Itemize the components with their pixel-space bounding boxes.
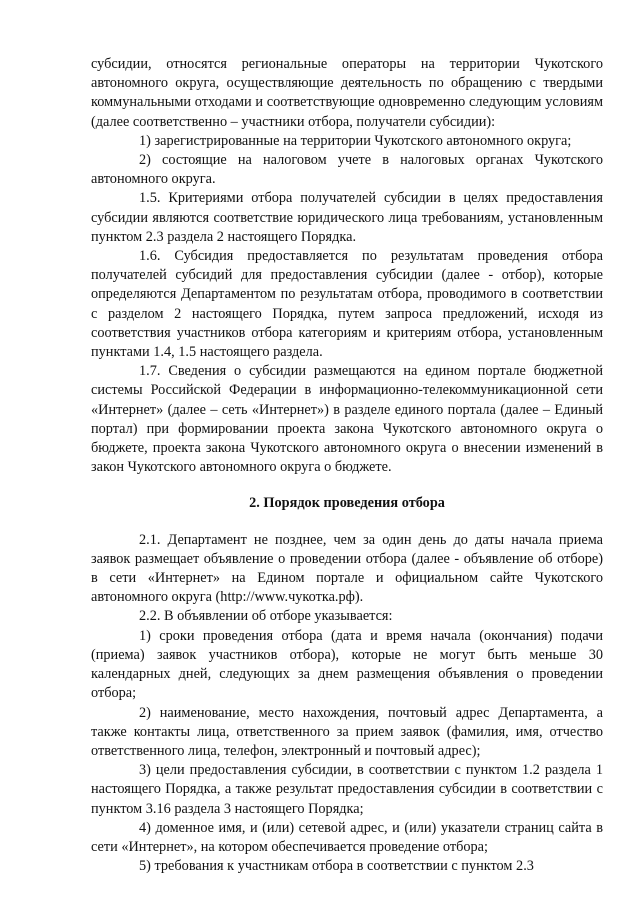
paragraph: субсидии, относятся региональные операторы на территории Чукотского автономного округа, осуществляющие деятельность по обращению с твердыми коммунальными отходами и соответствующие одновременно следующим условиям (далее соответственно – участники отбора, получатели субсидии): — [91, 56, 603, 130]
paragraph: 1.7. Сведения о субсидии размещаются на едином портале бюджетной системы Российской Федерации в информационно-телекоммуникационной сети «Интернет» (далее – сеть «Интернет») в разделе единого портала (далее – Единый портал) при формировании проекта закона Чукотского автономного округа о бюджете, проекта закона Чукотского автономного округа о внесении изменений в закон Чукотского автономного округа о бюджете. — [91, 363, 603, 476]
paragraph: 2) состоящие на налоговом учете в налоговых органах Чукотского автономного округа. — [91, 152, 603, 188]
section-heading: 2. Порядок проведения отбора — [249, 495, 445, 512]
paragraph: 2.1. Департамент не позднее, чем за один день до даты начала приема заявок размещает объявление о проведении отбора (далее - объявление об отборе) в сети «Интернет» на Едином портале и официальном сайте Чукотского автономного округа (http://www.чукотка.рф). — [91, 531, 603, 606]
paragraph: 2.2. В объявлении об отборе указывается: — [139, 608, 393, 625]
paragraph: 2) наименование, место нахождения, почтовый адрес Департамента, а также контакты лица, ответственного за прием заявок (фамилия, имя, отчество ответственного лица, телефон, электронный и почтовый адрес); — [91, 704, 603, 759]
paragraph: 1) зарегистрированные на территории Чукотского автономного округа; — [139, 132, 572, 149]
paragraph: 3) цели предоставления субсидии, в соответствии с пунктом 1.2 раздела 1 настоящего Порядка, а также результат предоставления субсидии в соответствии с пунктом 3.16 раздела 3 настоящего Порядка; — [91, 762, 603, 817]
paragraph: 5) требования к участникам отбора в соответствии с пунктом 2.3 — [139, 858, 534, 875]
paragraph: 1.5. Критериями отбора получателей субсидии в целях предоставления субсидии являются соответствие юридического лица требованиям, установленным пунктом 2.3 раздела 2 настоящего Порядка. — [91, 190, 603, 245]
document-body — [91, 55, 603, 876]
paragraph: 1.6. Субсидия предоставляется по результатам проведения отбора получателей субсидий для предоставления субсидии (далее - отбор), которые определяются Департаментом по результатам отбора, проводимого в соответствии с разделом 2 настоящего Порядка, путем запроса предложений, исходя из соответствия участников отбора категориям и критериям отбора, установленным пунктами 1.4, 1.5 настоящего раздела. — [91, 248, 603, 361]
paragraph: 1) сроки проведения отбора (дата и время начала (окончания) подачи (приема) заявок участников отбора), которые не могут быть меньше 30 календарных дней, следующих за днем размещения объявления о проведении отбора; — [91, 627, 603, 702]
paragraph: 4) доменное имя, и (или) сетевой адрес, и (или) указатели страниц сайта в сети «Интернет», на котором обеспечивается проведение отбора; — [91, 819, 603, 855]
